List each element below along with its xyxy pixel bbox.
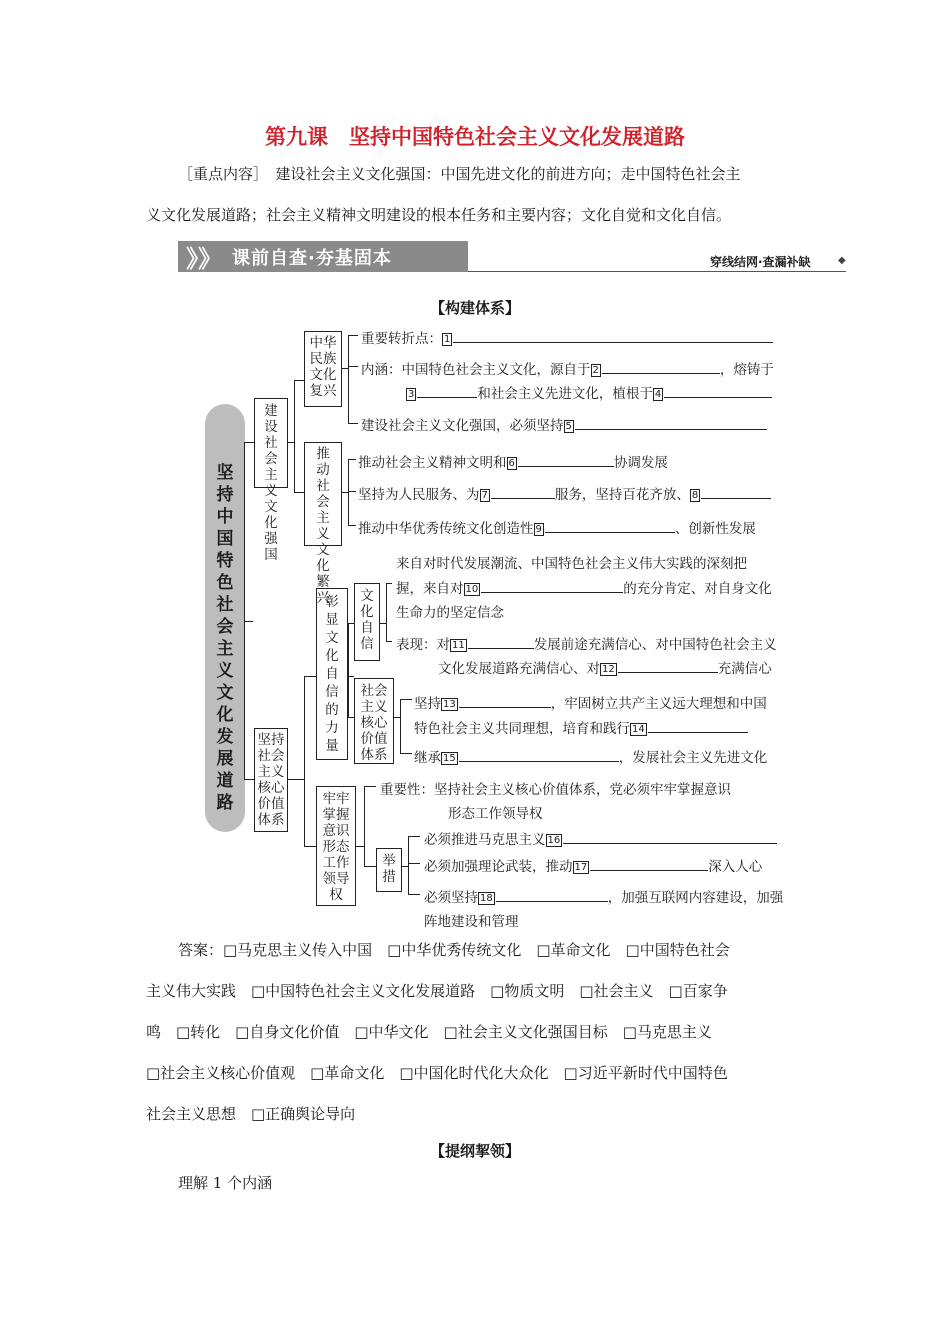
leaf-traditional-culture: 推动中华优秀传统文化创造性 9 、创新性发展	[358, 517, 756, 537]
leaf-measure-18: 必须坚持 18 ，加强互联网内容建设，加强	[424, 886, 783, 906]
branch-core-values-label: 社会主义核心价值体系	[360, 683, 388, 763]
branch-ideology-leadership	[316, 786, 356, 906]
leaf-measure-17: 必须加强理论武装，推动 17 深入人心	[424, 855, 762, 875]
banner-arrows-icon: 》》	[186, 244, 222, 273]
leaf-serve-people: 坚持为人民服务、为 7 服务，坚持百花齐放、 8	[358, 483, 771, 503]
branch-build-culture-power	[254, 398, 288, 563]
answers-line3: 鸣 □转化 □自身文化价值 □中华文化 □社会主义文化强国目标 □马克思主义	[146, 1023, 712, 1041]
branch-culture-prosperity	[304, 442, 342, 606]
banner-right-label: 穿线结网·查漏补缺	[710, 255, 811, 269]
banner-label: 课前自查·夯基固本	[232, 248, 392, 269]
branch-revival-label: 中华民族文化复兴	[309, 335, 337, 399]
branch-cultural-confidence	[354, 583, 380, 661]
branch-core-values	[354, 678, 394, 764]
key-content-line2: 义文化发展道路；社会主义精神文明建设的根本任务和主要内容；文化自觉和文化自信。	[146, 206, 732, 224]
branch-measures	[376, 848, 402, 892]
leaf-practice-14: 特色社会主义共同理想，培育和践行 14	[414, 717, 748, 737]
leaf-adhere-13: 坚持 13 ，牢固树立共产主义远大理想和中国	[414, 692, 767, 712]
section-build-heading: 【构建体系】	[429, 299, 520, 317]
branch-core-value-system	[254, 728, 288, 832]
leaf-spiritual-civilization: 推动社会主义精神文明和 6 协调发展	[358, 451, 668, 471]
leaf-turning-point: 重要转折点： 1	[361, 327, 773, 347]
leaf-measure-18-cont: 阵地建设和管理	[424, 914, 519, 930]
leaf-source-2: 握，来自对 10 的充分肯定、对自身文化	[396, 577, 772, 597]
leaf-source-1: 来自对时代发展潮流、中国特色社会主义伟大实践的深刻把	[396, 556, 747, 572]
branch-ideology-label: 牢牢掌握意识形态工作领导权	[322, 791, 350, 903]
branch-prosperity-label: 推动社会主义文化繁兴	[316, 446, 330, 606]
lesson-title: 第九课 坚持中国特色社会主义文化发展道路	[265, 125, 685, 149]
leaf-measure-16: 必须推进马克思主义 16	[424, 828, 777, 848]
leaf-expression-1: 表现：对 11 发展前途充满信心、对中国特色社会主义	[396, 633, 777, 653]
branch-national-revival	[304, 331, 342, 407]
answers-line5: 社会主义思想 □正确舆论导向	[146, 1105, 356, 1123]
leaf-importance-2: 形态工作领导权	[448, 806, 543, 822]
understand-line: 理解 1 个内涵	[178, 1174, 273, 1192]
answers-line2: 主义伟大实践 □中国特色社会主义文化发展道路 □物质文明 □社会主义 □百家争	[146, 982, 728, 1000]
leaf-expression-2: 文化发展道路充满信心、对 12 充满信心	[438, 657, 772, 677]
answers-line4: □社会主义核心价值观 □革命文化 □中国化时代化大众化 □习近平新时代中国特色	[146, 1064, 728, 1082]
section-outline-heading: 【提纲挈领】	[429, 1142, 520, 1160]
root-text: 坚持中国特色社会主义文化发展道路	[216, 463, 234, 813]
branch-confidence-label: 文化自信	[360, 588, 374, 652]
branch-build-label: 建设社会主义文化强国	[264, 403, 278, 563]
branch-measures-label: 举措	[382, 853, 396, 885]
leaf-importance-1: 重要性：坚持社会主义核心价值体系，党必须牢牢掌握意识	[380, 782, 731, 798]
answers-line1: 答案：□马克思主义传入中国 □中华优秀传统文化 □革命文化 □中国特色社会	[178, 941, 730, 959]
leaf-must-adhere: 建设社会主义文化强国，必须坚持 5	[361, 414, 767, 434]
key-content-line1: ［重点内容］ 建设社会主义文化强国：中国先进文化的前进方向；走中国特色社会主	[178, 165, 741, 183]
leaf-source-3: 生命力的坚定信念	[396, 605, 504, 621]
branch-cultural-confidence-power	[316, 588, 348, 760]
leaf-inherit-15: 继承 15 ，发展社会主义先进文化	[414, 746, 767, 766]
leaf-connotation-2: 3 和社会主义先进文化，植根于 4	[406, 382, 772, 402]
diamond-icon: ◆	[838, 255, 846, 266]
root-label	[205, 462, 245, 814]
branch-core-value-label: 坚持社会主义核心价值体系	[257, 732, 285, 828]
branch-confidence-power-label: 彰显文化自信的力量	[325, 594, 339, 754]
banner-rule	[468, 271, 846, 272]
leaf-connotation: 内涵：中国特色社会主义文化，源自于 2 ，熔铸于	[361, 358, 774, 378]
